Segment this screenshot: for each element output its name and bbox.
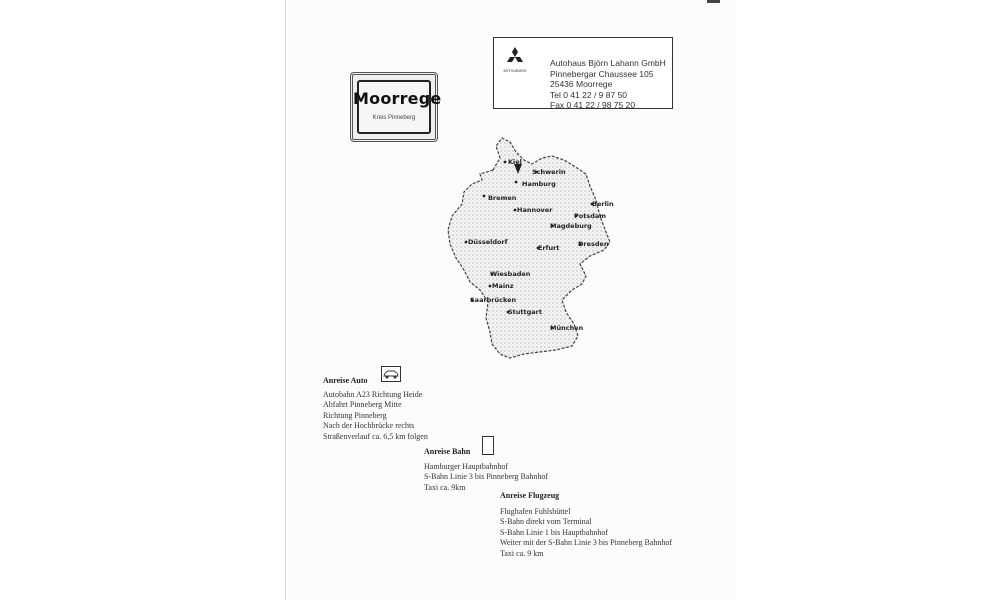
dealer-logo-text: MITSUBISHI xyxy=(503,68,527,73)
city-marker xyxy=(504,161,507,164)
train-directions xyxy=(424,462,548,493)
city-label: Potsdam xyxy=(574,212,607,220)
city-label: Wiesbaden xyxy=(490,270,531,278)
direction-line: Abfahrt Pinneberg Mitte xyxy=(323,400,402,410)
plane-directions xyxy=(500,507,672,559)
direction-line: S-Bahn Linie 3 bis Pinneberg Bahnhof xyxy=(424,472,549,482)
city-label: Kiel xyxy=(508,158,522,166)
city-label: Stuttgart xyxy=(508,308,542,316)
city-marker xyxy=(514,209,517,212)
town-sign-name: Moorrege xyxy=(353,89,442,108)
dealer-line: Tel 0 41 22 / 9 87 50 xyxy=(550,89,628,100)
city-marker xyxy=(489,285,492,288)
direction-line: S-Bahn Linie 1 bis Hauptbahnhof xyxy=(500,527,608,537)
train-heading: Anreise Bahn xyxy=(424,447,471,456)
city-label: Schwerin xyxy=(532,168,566,176)
dealer-address xyxy=(550,58,666,111)
city-label: Saarbrücken xyxy=(470,296,517,304)
plane-heading: Anreise Flugzeug xyxy=(500,491,560,500)
germany-outline xyxy=(448,138,610,358)
direction-line: Straßenverlauf ca. 6,5 km folgen xyxy=(323,431,428,441)
city-marker xyxy=(465,241,468,244)
city-label: Berlin xyxy=(592,200,614,208)
city-marker xyxy=(483,195,486,198)
city-marker xyxy=(515,181,518,184)
dealer-line: 25436 Moorrege xyxy=(550,79,613,89)
direction-line: Weiter mit der S-Bahn Linie 3 bis Pinneberg Bahnhof xyxy=(500,538,673,548)
direction-line: Nach der Hochbrücke rechts xyxy=(323,421,415,431)
direction-line: Taxi ca. 9km xyxy=(424,482,466,492)
city-label: München xyxy=(550,324,584,332)
scan-corner-mark xyxy=(707,0,720,3)
car-directions xyxy=(323,390,428,442)
direction-line: Richtung Pinneberg xyxy=(323,410,387,420)
city-label: Erfurt xyxy=(538,244,560,252)
direction-line: S-Bahn direkt vom Terminal xyxy=(500,517,592,527)
car-icon xyxy=(381,366,401,382)
city-label: Magdeburg xyxy=(550,222,592,230)
city-label: Düsseldorf xyxy=(468,238,508,246)
city-label: Hannover xyxy=(517,206,553,214)
dealer-address-box xyxy=(493,37,673,109)
direction-line: Hamburger Hauptbahnhof xyxy=(424,462,509,471)
car-heading: Anreise Auto xyxy=(323,376,368,385)
germany-map xyxy=(440,130,620,370)
direction-line: Taxi ca. 9 km xyxy=(500,548,544,558)
dealer-line: Fax 0 41 22 / 98 75 20 xyxy=(550,100,636,110)
city-label: Bremen xyxy=(488,194,517,202)
town-sign-district: Kreis Pinneberg xyxy=(372,115,416,121)
city-label: Hamburg xyxy=(522,180,556,188)
direction-line: Flughafen Fuhlsbüttel xyxy=(500,507,571,516)
three-diamond-logo-icon xyxy=(504,46,526,68)
city-label: Dresden xyxy=(578,240,609,248)
city-label: Mainz xyxy=(492,282,514,290)
train-icon xyxy=(482,436,494,455)
town-sign xyxy=(350,72,442,142)
direction-line: Autobahn A23 Richtung Heide xyxy=(323,390,423,399)
dealer-line: Autohaus Björn Lahann GmbH xyxy=(550,58,666,68)
dealer-line: Pinnebergar Chaussee 105 xyxy=(550,68,654,79)
